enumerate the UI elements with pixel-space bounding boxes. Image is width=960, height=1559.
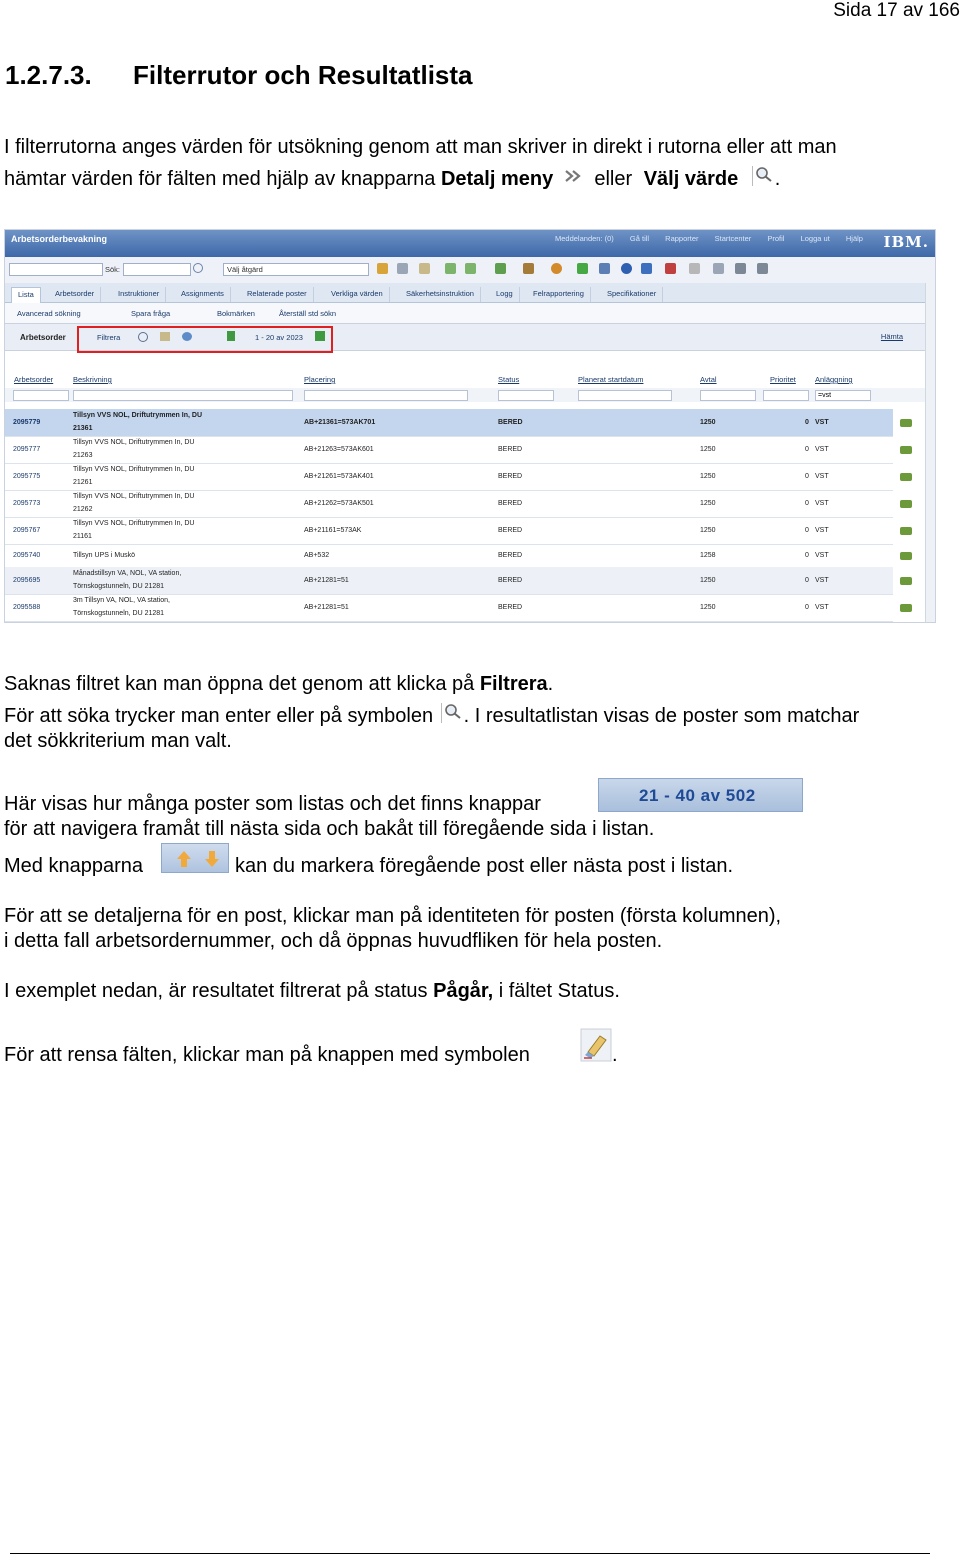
p-knapparna-post: kan du markera föregående post eller nästa post i listan. [235, 855, 734, 877]
close-icon[interactable] [641, 263, 652, 274]
row-id-link[interactable]: 2095588 [13, 604, 41, 611]
magnifier-icon [752, 166, 775, 186]
top-link[interactable]: Rapporter [665, 234, 699, 243]
workflow-icon[interactable] [495, 263, 506, 274]
next-record-icon [204, 850, 220, 868]
row-prioritet: 0 [805, 446, 809, 453]
p-saknas [4, 672, 553, 697]
row-status: BERED [498, 577, 523, 584]
filter-button[interactable]: Filtrera [97, 333, 121, 342]
page-number: Sida 17 av 166 [833, 0, 960, 21]
approve-icon[interactable] [577, 263, 588, 274]
p-rensa-pre: För att rensa fälten, klickar man på knappen med symbolen [4, 1044, 530, 1066]
query-bar [5, 303, 935, 323]
row-action-icon[interactable] [900, 446, 912, 454]
fetch-link[interactable]: Hämta [880, 332, 903, 341]
row-anlaggning: VST [815, 552, 829, 559]
flag-icon[interactable] [665, 263, 676, 274]
row-description-2: 21263 [73, 452, 93, 459]
tab-logg[interactable]: Logg [490, 287, 520, 302]
col-prioritet[interactable]: Prioritet [770, 375, 796, 384]
col-anlaggning[interactable]: Anläggning [815, 375, 853, 384]
top-link[interactable]: Logga ut [800, 234, 830, 243]
intro-line-1: I filterrutorna anges värden för utsökning genom att man skriver in direkt i rutorna eller att man [4, 136, 837, 158]
top-link[interactable]: Gå till [629, 234, 650, 243]
row-placering: AB+21281=51 [304, 577, 349, 584]
row-description: Tillsyn VVS NOL, Driftutrymmen In, DU [73, 493, 195, 500]
p-exemplet-text: I exemplet nedan, är resultatet filtrerat på status [4, 980, 434, 1002]
filter-anlaggning[interactable]: =vst [815, 390, 871, 401]
row-description: 3m Tillsyn VA, NOL, VA station, [73, 597, 170, 604]
intro-line-2 [4, 167, 780, 192]
row-description: Tillsyn VVS NOL, Driftutrymmen In, DU [73, 412, 203, 419]
row-prioritet: 0 [805, 577, 809, 584]
row-avtal: 1258 [700, 552, 716, 559]
row-description-2: Törnskogstunneln, DU 21281 [73, 610, 165, 617]
row-prioritet: 0 [805, 604, 809, 611]
row-avtal: 1250 [700, 527, 716, 534]
row-description-2: 21262 [73, 506, 93, 513]
row-avtal: 1250 [700, 473, 716, 480]
double-chevron-icon [563, 165, 585, 183]
row-placering: AB+21263=573AK601 [304, 446, 374, 453]
row-id-link[interactable]: 2095777 [13, 446, 41, 453]
tab-bar [5, 283, 935, 303]
row-description: Tillsyn VVS NOL, Driftutrymmen In, DU [73, 439, 195, 446]
row-placering: AB+21262=573AK501 [304, 500, 374, 507]
col-status[interactable]: Status [498, 375, 520, 384]
forward-icon[interactable] [465, 263, 476, 274]
top-link[interactable]: Meddelanden: (0) [555, 234, 614, 243]
p-soka [4, 704, 859, 729]
filter-row [5, 388, 935, 402]
row-action-icon[interactable] [900, 419, 912, 427]
filter-startdatum[interactable] [578, 390, 672, 401]
col-beskrivning[interactable]: Beskrivning [73, 375, 112, 384]
row-action-icon[interactable] [900, 604, 912, 612]
save-icon[interactable] [397, 263, 408, 274]
detalj-meny-label: Detalj meny [440, 168, 554, 190]
route-icon[interactable] [523, 263, 534, 274]
row-avtal: 1250 [700, 500, 716, 507]
row-anlaggning: VST [815, 473, 829, 480]
section-number: 1.2.7.3. [5, 60, 92, 90]
row-id-link[interactable]: 2095775 [13, 473, 41, 480]
pager-widget [598, 778, 803, 812]
advanced-search-button[interactable]: Avancerad sökning [17, 309, 81, 318]
table-row[interactable] [5, 409, 893, 437]
row-avtal: 1250 [700, 577, 716, 584]
valj-varde-label: Välj värde [643, 168, 739, 190]
row-avtal: 1250 [700, 604, 716, 611]
row-action-icon[interactable] [900, 552, 912, 560]
row-anlaggning: VST [815, 500, 829, 507]
row-description: Tillsyn UPS i Muskö [73, 552, 135, 559]
filter-placering[interactable] [304, 390, 468, 401]
p-rensa-end: . [612, 1044, 618, 1066]
row-anlaggning: VST [815, 419, 829, 426]
row-anlaggning: VST [815, 527, 829, 534]
row-placering: AB+21281=51 [304, 604, 349, 611]
tab-verkliga-varden[interactable]: Verkliga värden [325, 287, 390, 302]
p-saknas-end: . [547, 673, 554, 695]
pager-text: 21 - 40 av 502 [639, 786, 756, 805]
back-icon[interactable] [445, 263, 456, 274]
maximo-screenshot [4, 229, 936, 623]
app-header [5, 230, 935, 257]
tab-arbetsorder[interactable]: Arbetsorder [49, 287, 101, 302]
row-placering: AB+21361=573AK701 [304, 419, 376, 426]
row-placering: AB+21161=573AK [304, 527, 362, 534]
main-toolbar [5, 257, 935, 284]
previous-record-icon [176, 850, 192, 868]
intro-eller: eller [594, 168, 633, 190]
reset-search-button[interactable]: Återställ std sökn [279, 309, 337, 318]
row-status: BERED [498, 446, 523, 453]
action-select-value: Välj åtgärd [227, 265, 263, 274]
tab-specifikationer[interactable]: Specifikationer [601, 287, 663, 302]
top-link[interactable]: Hjälp [845, 234, 863, 243]
p-detaljer-line-2: i detta fall arbetsordernummer, och då öppnas huvudfliken för hela posten. [4, 930, 663, 952]
col-avtal[interactable]: Avtal [700, 375, 717, 384]
row-id-link[interactable]: 2095740 [13, 552, 41, 559]
intro-period: . [774, 168, 781, 190]
row-description-2: 21261 [73, 479, 93, 486]
row-status: BERED [498, 473, 523, 480]
row-avtal: 1250 [700, 419, 716, 426]
row-anlaggning: VST [815, 446, 829, 453]
row-anlaggning: VST [815, 577, 829, 584]
table-row[interactable] [5, 490, 893, 518]
row-placering: AB+532 [304, 552, 330, 559]
top-link[interactable]: Startcenter [714, 234, 752, 243]
intro-line-2-text: hämtar värden för fälten med hjälp av knapparna [4, 168, 441, 190]
clear-icon[interactable] [419, 263, 430, 274]
search-icon[interactable] [193, 263, 203, 273]
p-exemplet-end: i fältet Status. [493, 980, 620, 1002]
row-avtal: 1250 [700, 446, 716, 453]
tab-instruktioner[interactable]: Instruktioner [112, 287, 166, 302]
paging-text: 1 - 20 av 2023 [255, 333, 303, 342]
printer-icon[interactable] [735, 263, 746, 274]
row-action-icon[interactable] [900, 577, 912, 585]
col-planerat-startdatum[interactable]: Planerat startdatum [578, 375, 644, 384]
row-description-2: Törnskogstunneln, DU 21281 [73, 583, 165, 590]
footer-rule [10, 1553, 930, 1554]
p-knapparna-pre: Med knapparna [4, 855, 143, 877]
printer2-icon[interactable] [757, 263, 768, 274]
row-prioritet: 0 [805, 500, 809, 507]
col-placering[interactable]: Placering [304, 375, 336, 384]
table-row[interactable] [5, 544, 893, 568]
save-query-button[interactable]: Spara fråga [131, 309, 171, 318]
row-prioritet: 0 [805, 527, 809, 534]
row-prioritet: 0 [805, 552, 809, 559]
row-placering: AB+21261=573AK401 [304, 473, 374, 480]
row-description-2: 21161 [73, 533, 92, 540]
filter-arbetsorder[interactable] [13, 390, 69, 401]
col-arbetsorder[interactable]: Arbetsorder [14, 375, 54, 384]
highlight-box [77, 326, 333, 353]
row-id-link[interactable]: 2095695 [13, 577, 41, 584]
row-id-link[interactable]: 2095773 [13, 500, 41, 507]
p-saknas-text: Saknas filtret kan man öppna det genom att klicka på [4, 673, 480, 695]
p-soka-line-2: det sökkriterium man valt. [4, 730, 232, 752]
row-description: Tillsyn VVS NOL, Driftutrymmen In, DU [73, 520, 195, 527]
report-icon[interactable] [713, 263, 724, 274]
section-title: Filterrutor och Resultatlista [133, 60, 473, 90]
row-action-icon[interactable] [900, 500, 912, 508]
app-title: Arbetsorderbevakning [11, 234, 108, 244]
search-input[interactable] [123, 263, 191, 276]
record-nav-widget [161, 843, 229, 873]
ibm-logo: IBM. [883, 233, 929, 251]
row-status: BERED [498, 552, 523, 559]
tab-lista[interactable]: Lista [11, 287, 41, 303]
row-action-icon[interactable] [900, 527, 912, 535]
row-status: BERED [498, 500, 523, 507]
bookmarks-button[interactable]: Bokmärken [217, 309, 255, 318]
p-soka-text: För att söka trycker man enter eller på symbolen [4, 705, 439, 727]
magnifier-icon [441, 703, 464, 723]
row-description: Månadstillsyn VA, NOL, VA station, [73, 570, 182, 577]
row-id-link[interactable]: 2095779 [13, 419, 41, 426]
row-prioritet: 0 [805, 473, 809, 480]
pagar-bold: Pågår, [433, 980, 494, 1002]
app-select[interactable] [9, 263, 103, 276]
new-icon[interactable] [377, 263, 388, 274]
p-detaljer-line-1: För att se detaljerna för en post, klickar man på identiteten för posten (första kolumnen), [4, 905, 782, 927]
filter-avtal[interactable] [700, 390, 756, 401]
table-row[interactable] [5, 436, 893, 464]
gauge-icon[interactable] [551, 263, 562, 274]
list-label: Arbetsorder [20, 333, 66, 342]
print-icon[interactable] [599, 263, 610, 274]
search-label: Sök: [105, 265, 121, 274]
complete-icon[interactable] [621, 263, 632, 274]
top-links [555, 234, 877, 243]
table-row[interactable] [5, 567, 893, 595]
filter-prioritet[interactable] [763, 390, 809, 401]
table-row[interactable] [5, 594, 893, 622]
table-row[interactable] [5, 463, 893, 491]
scrollbar[interactable] [925, 283, 935, 622]
row-action-icon[interactable] [900, 473, 912, 481]
tab-relaterade-poster[interactable]: Relaterade poster [241, 287, 314, 302]
p-exemplet [4, 979, 620, 1004]
row-status: BERED [498, 419, 523, 426]
p-visas-line-1: Här visas hur många poster som listas och det finns knappar [4, 793, 541, 815]
list-header [5, 323, 935, 351]
row-prioritet: 0 [805, 419, 809, 426]
row-description: Tillsyn VVS NOL, Driftutrymmen In, DU [73, 466, 195, 473]
eraser-icon [580, 1028, 612, 1062]
tab-assignments[interactable]: Assignments [175, 287, 231, 302]
tab-felrapportering[interactable]: Felrapportering [527, 287, 591, 302]
p-visas-line-2: för att navigera framåt till nästa sida och bakåt till föregående sida i listan. [4, 818, 655, 840]
table-row[interactable] [5, 517, 893, 545]
top-link[interactable]: Profil [767, 234, 785, 243]
row-status: BERED [498, 604, 523, 611]
copy-icon[interactable] [689, 263, 700, 274]
section-heading [5, 60, 473, 91]
row-status: BERED [498, 527, 523, 534]
row-anlaggning: VST [815, 604, 829, 611]
tab-sakerhetsinstruktion[interactable]: Säkerhetsinstruktion [400, 287, 481, 302]
filter-status[interactable] [498, 390, 554, 401]
filtrera-bold: Filtrera [479, 673, 548, 695]
row-description-2: 21361 [73, 425, 93, 432]
p-soka-end: . I resultatlistan visas de poster som matchar [463, 705, 860, 727]
row-id-link[interactable]: 2095767 [13, 527, 41, 534]
filter-beskrivning[interactable] [73, 390, 293, 401]
